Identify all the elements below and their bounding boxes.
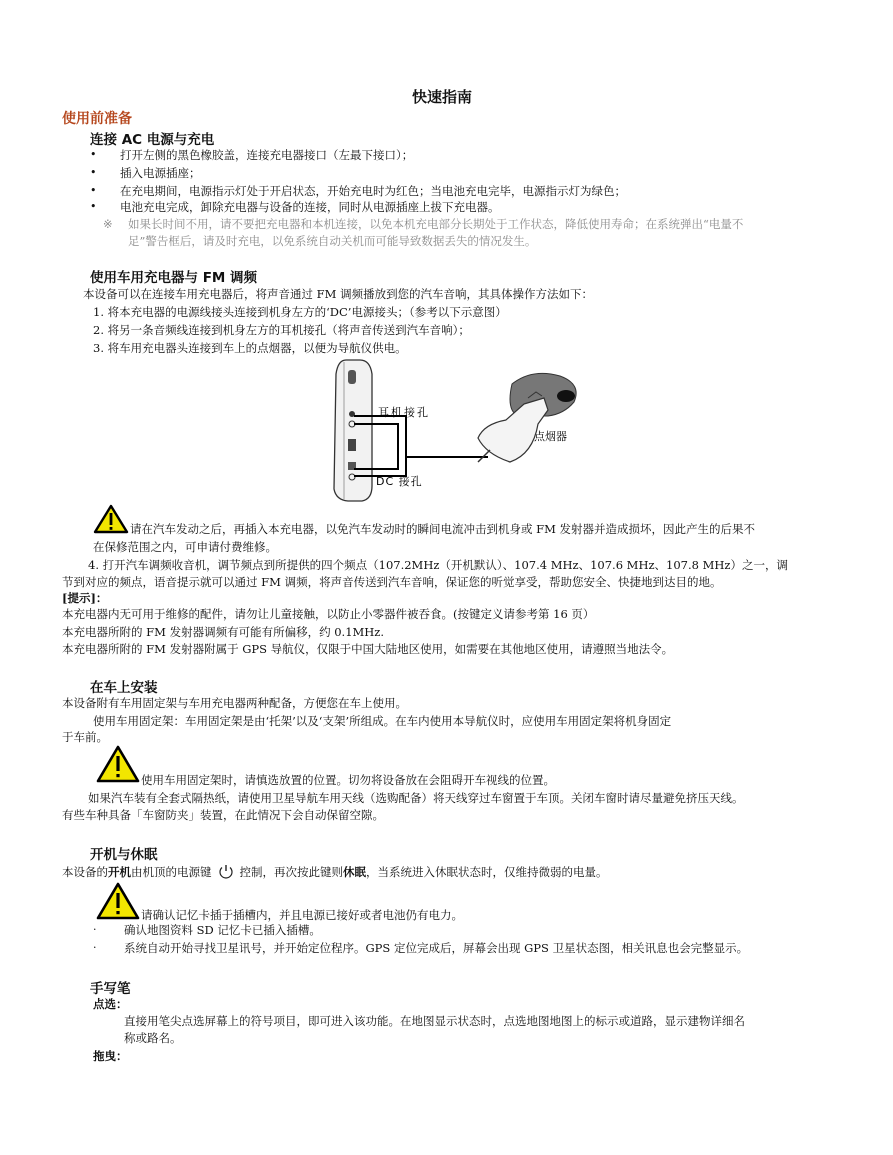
warning-icon xyxy=(96,745,140,783)
drag-label: 拖曳： xyxy=(93,1049,128,1063)
tap-label: 点选： xyxy=(93,997,128,1011)
car-step: 1. 将本充电器的电源线接头连接到机身左方的‘DC’电源接头；（参考以下示意图） xyxy=(93,305,507,319)
ac-note: 足”警告框后，请及时充电，以免系统自动关机而可能导致数据丢失的情况发生。 xyxy=(128,234,537,248)
ac-note: 如果长时间不用，请不要把充电器和本机连接，以免本机充电部分长期处于工作状态，降低使用寿命；在系统弹出“电量不 xyxy=(128,217,744,231)
ac-item: 打开左侧的黑色橡胶盖，连接充电器接口（左最下接口）； xyxy=(120,148,414,162)
warning-icon xyxy=(93,504,129,534)
power-text-part: 由机顶的电源键 xyxy=(131,865,212,879)
ac-item: 插入电源插座； xyxy=(120,166,201,180)
connection-diagram xyxy=(328,354,590,504)
ac-item: 电池充电完成，卸除充电器与设备的连接，同时从电源插座上拔下充电器。 xyxy=(120,200,500,214)
car-step: 节到对应的频点，语音提示就可以通过 FM 调频，将声音传送到汽车音响，保证您的听觉享受，帮助您安全、快捷地到达目的地。 xyxy=(62,575,722,589)
lighter-label: 点烟器 xyxy=(534,430,567,443)
car-step: 4. 打开汽车调频收音机，调节频点到所提供的四个频点（107.2MHz（开机默认）、107.4 MHz、107.6 MHz、107.8 MHz）之一，调 xyxy=(88,558,788,572)
mount-text: 有些车种具备「车窗防夹」装置，在此情况下会自动保留空隙。 xyxy=(62,808,384,822)
car-warning: 请在汽车发动之后，再插入本充电器，以免汽车发动时的瞬间电流冲击到机身或 FM 发射器并造成损坏，因此产生的后果不 xyxy=(130,522,756,536)
ac-item: 在充电期间，电源指示灯处于开启状态，开始充电时为红色；当电池充电完毕，电源指示灯为绿色； xyxy=(120,184,626,198)
mount-text: 于车前。 xyxy=(62,730,108,744)
mount-warning: 使用车用固定架时，请慎选放置的位置。切勿将设备放在会阻碍开车视线的位置。 xyxy=(141,773,555,787)
power-text xyxy=(62,863,608,880)
bullet-mark: • xyxy=(90,166,97,179)
car-warning: 在保修范围之内，可申请付费维修。 xyxy=(93,540,277,554)
power-item: 系统自动开始寻找卫星讯号，并开始定位程序。GPS 定位完成后，屏幕会出现 GPS 卫星状态图，相关讯息也会完整显示。 xyxy=(124,941,749,955)
bullet-mark: • xyxy=(90,148,97,161)
power-text-part: 本设备的 xyxy=(62,865,108,879)
car-heading: 使用车用充电器与 FM 调频 xyxy=(90,270,258,286)
stylus-heading: 手写笔 xyxy=(90,981,131,997)
stylus-text: 直接用笔尖点选屏幕上的符号项目，即可进入该功能。在地图显示状态时，点选地图地图上的标示或道路，显示建物详细名 xyxy=(124,1014,745,1028)
power-heading: 开机与休眠 xyxy=(90,847,158,863)
device-illustration xyxy=(334,360,372,501)
power-warning: 请确认记忆卡插于插槽内，并且电源已接好或者电池仍有电力。 xyxy=(141,908,463,922)
power-item: 确认地图资料 SD 记忆卡已插入插槽。 xyxy=(124,923,321,937)
power-text-bold: 开机 xyxy=(108,865,131,879)
power-text-bold: 休眠 xyxy=(343,865,366,879)
car-step: 2. 将另一条音频线连接到机身左方的耳机接孔（将声音传送到汽车音响）； xyxy=(93,323,470,337)
mount-text: 如果汽车装有全套式隔热纸，请使用卫星导航车用天线（选购配备）将天线穿过车窗置于车顶。关闭车窗时请尽量避免挤压天线。 xyxy=(88,791,744,805)
tip-item: 本充电器所附的 FM 发射器调频有可能有所偏移，约 0.1MHz. xyxy=(62,625,385,639)
section-heading: 使用前准备 xyxy=(62,111,132,127)
tip-item: 本充电器内无可用于维修的配件，请勿让儿童接触，以防止小零器件被吞食。(按键定义请参考第 16 页） xyxy=(62,607,595,621)
power-icon xyxy=(215,863,237,879)
tip-label: [提示]： xyxy=(62,591,108,605)
ac-heading: 连接 AC 电源与充电 xyxy=(90,132,215,148)
tip-item: 本充电器所附的 FM 发射器附属于 GPS 导航仪，仅限于中国大陆地区使用，如需要在其他地区使用，请遵照当地法令。 xyxy=(62,642,674,656)
note-mark: ※ xyxy=(103,217,113,231)
earphone-label: 耳机接孔 xyxy=(378,406,430,419)
mount-text: 本设备附有车用固定架与车用充电器两种配备，方便您在车上使用。 xyxy=(62,696,407,710)
car-intro: 本设备可以在连接车用充电器后，将声音通过 FM 调频播放到您的汽车音响，其具体操作方法如下： xyxy=(83,287,594,301)
power-text-part: 控制，再次按此键则 xyxy=(239,865,343,879)
bullet-mark: · xyxy=(93,941,97,954)
bullet-mark: • xyxy=(90,200,97,213)
dc-label: DC 接孔 xyxy=(376,475,423,488)
page-title: 快速指南 xyxy=(412,88,473,106)
mount-text: 使用车用固定架：车用固定架是由‘托架’以及‘支架’所组成。在车内使用本导航仪时，应使用车用固定架将机身固定 xyxy=(93,714,672,728)
stylus-text: 称或路名。 xyxy=(124,1031,182,1045)
cigarette-lighter-illustration xyxy=(478,373,576,462)
bullet-mark: · xyxy=(93,923,97,936)
mount-heading: 在车上安装 xyxy=(90,680,158,696)
warning-icon xyxy=(96,882,140,920)
bullet-mark: • xyxy=(90,184,97,197)
power-text-part: ，当系统进入休眠状态时，仅维持微弱的电量。 xyxy=(366,865,608,879)
car-step: 3. 将车用充电器头连接到车上的点烟器，以便为导航仪供电。 xyxy=(93,341,407,355)
